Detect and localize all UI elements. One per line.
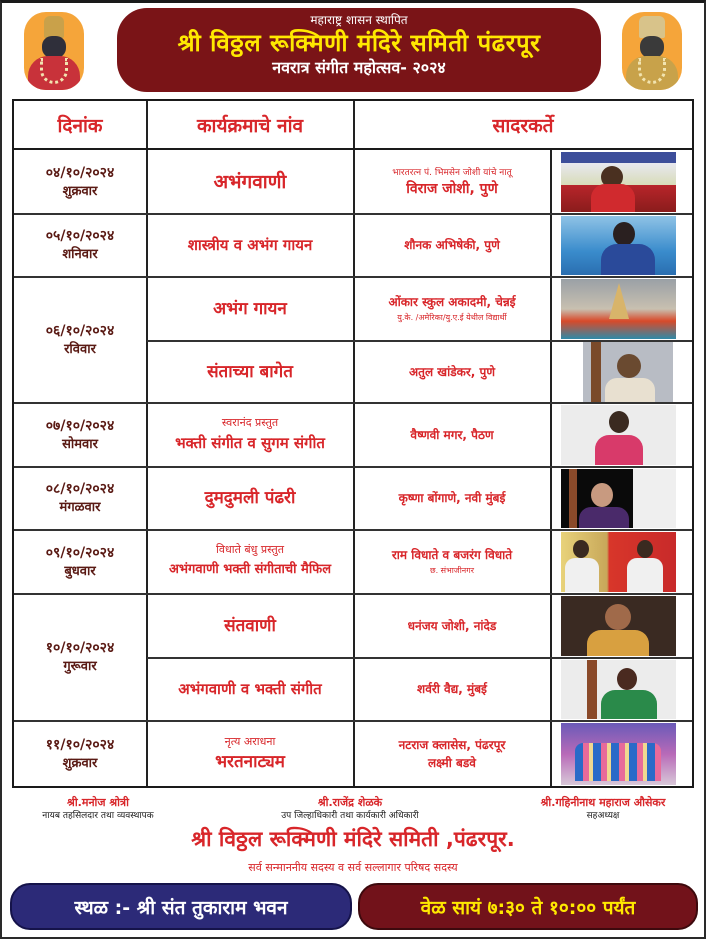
column-header-program: कार्यक्रमाचे नांव: [196, 114, 304, 137]
signatory-name: श्री.गहिनीनाथ महाराज औसेकर: [540, 796, 666, 809]
performer-note: भारतरत्न पं. भिमसेन जोशी यांचे नातू: [392, 167, 512, 178]
program-name: अभंगवाणी भक्ती संगीताची मैफिल: [168, 561, 332, 577]
signatory-name: श्री.मनोज श्रोत्री: [67, 796, 129, 809]
signatory-co-chairman: [506, 795, 700, 822]
performer-sub: लक्ष्मी बडवे: [428, 755, 476, 770]
program-cell: [147, 341, 353, 402]
program-name: शास्त्रीय व अभंग गायन: [187, 236, 313, 254]
page-title: श्री विठ्ठल रूक्मिणी मंदिरे समिती पंढरपूर: [177, 29, 541, 57]
venue-badge: स्थळ :- श्री संत तुकाराम भवन: [10, 883, 352, 930]
photo-background: [633, 469, 676, 528]
singer-blue-photo: [561, 216, 676, 275]
program-prefix: स्वरानंद प्रस्तुत: [221, 415, 279, 429]
table-row-date: [14, 594, 146, 720]
performer-cell: [354, 467, 550, 529]
performer-cell: [354, 150, 550, 213]
performer-cell: [354, 341, 550, 402]
performer-name: नटराज क्लासेस, पंढरपूर: [398, 737, 506, 752]
performer-name: शर्वरी वैद्य, मुंबई: [417, 682, 487, 696]
performer-cell: [354, 658, 550, 720]
table-row-date: [14, 277, 146, 402]
schedule-table: [12, 99, 694, 788]
day-text: मंगळवार: [59, 500, 101, 515]
performer-cell: [354, 594, 550, 657]
table-row-date: [14, 403, 146, 466]
program-name: दुमदुमली पंढरी: [204, 488, 296, 508]
date-text: ११/१०/२०२४: [45, 736, 115, 753]
brothers-duo-photo: [561, 532, 676, 592]
dance-group-photo: [561, 723, 676, 785]
column-header-date: दिनांक: [57, 114, 103, 137]
program-cell: [147, 214, 353, 276]
program-cell: [147, 721, 353, 786]
singer-stage-photo: [561, 152, 676, 212]
date-text: ०५/१०/२०२४: [45, 228, 115, 244]
performer-name: ओंकार स्कुल अकादमी, चेन्नई: [388, 294, 516, 309]
members-line: सर्व सन्माननीय सदस्य व सर्व सल्लागार परिषद सदस्य: [248, 861, 458, 874]
date-text: ०८/१०/२०२४: [45, 481, 115, 497]
table-row-date: [14, 721, 146, 786]
female-singer-photo: [561, 405, 676, 465]
temple-group-photo: [561, 279, 676, 339]
table-row-date: [14, 150, 146, 213]
day-text: शुक्रवार: [62, 183, 98, 199]
program-cell: [147, 403, 353, 466]
date-text: ०६/१०/२०२४: [45, 322, 115, 339]
table-row-date: [14, 214, 146, 276]
program-name: अभंग गायन: [213, 298, 287, 319]
program-cell: [147, 658, 353, 720]
day-text: गुरूवार: [63, 659, 97, 674]
rukmini-deity-icon: [622, 12, 682, 90]
time-badge: वेळ सायं ७:३० ते १०:०० पर्यंत: [358, 883, 698, 930]
singer-smiling-photo: [561, 596, 676, 656]
performer-cell: [354, 277, 550, 340]
performer-name: वैष्णवी मगर, पैठण: [410, 427, 494, 442]
performer-name: धनंजय जोशी, नांदेड: [407, 618, 497, 633]
title-banner: [117, 8, 601, 92]
table-row-date: [14, 530, 146, 593]
performer-cell: [354, 403, 550, 466]
performer-cell: [354, 214, 550, 276]
organization-name: श्री विठ्ठल रूक्मिणी मंदिरे समिती ,पंढरपूर.: [191, 827, 515, 851]
day-text: शनिवार: [62, 247, 98, 262]
performer-name: राम विधाते व बजरंग विधाते: [391, 547, 513, 562]
program-cell: [147, 530, 353, 593]
day-text: सोमवार: [62, 436, 98, 452]
vitthal-deity-icon: [24, 12, 84, 90]
program-cell: [147, 594, 353, 657]
program-cell: [147, 467, 353, 529]
signatory-manager: [8, 795, 188, 822]
program-name: भरतनाट्यम: [215, 751, 285, 772]
singer-tanpura-photo: [583, 342, 673, 402]
program-name: अभंगवाणी व भक्ती संगीत: [178, 680, 322, 698]
performer-cell: [354, 530, 550, 593]
program-prefix: नृत्य अराधना: [224, 734, 276, 748]
day-text: बुधवार: [64, 563, 96, 579]
program-name: संतवाणी: [224, 615, 276, 636]
performer-sub: छ. संभाजीनगर: [429, 565, 475, 575]
table-row-date: [14, 467, 146, 529]
authority-text: महाराष्ट्र शासन स्थापित: [310, 13, 408, 27]
date-text: ०७/१०/२०२४: [45, 417, 115, 434]
performer-name: विराज जोशी, पुणे: [406, 180, 498, 197]
program-name: भक्ती संगीत व सुगम संगीत: [175, 433, 325, 452]
signatory-role: उप जिल्हाधिकारी तथा कार्यकारी अधिकारी: [281, 811, 419, 821]
female-tanpura-photo: [561, 660, 676, 719]
signatory-name: श्री.राजेंद्र शेळके: [317, 796, 383, 809]
signatory-role: सहअध्यक्ष: [586, 811, 620, 821]
performer-cell: [354, 721, 550, 786]
date-text: ०९/१०/२०२४: [45, 544, 115, 561]
date-text: ०४/१०/२०२४: [45, 164, 115, 181]
program-prefix: विधाते बंधु प्रस्तुत: [216, 542, 284, 556]
signatory-role: नायब तहसिलदार तथा व्यवस्थापक: [42, 811, 154, 821]
performer-sub: यु.के. /अमेरिका/यु.ए.ई येथील विद्यार्थी: [397, 312, 507, 322]
program-cell: [147, 277, 353, 340]
program-name: संताच्या बागेत: [207, 361, 293, 382]
festival-subtitle: नवरात्र संगीत महोत्सव- २०२४: [272, 58, 446, 77]
program-cell: [147, 150, 353, 213]
singer-dark-photo: [561, 469, 633, 528]
performer-name: कृष्णा बोंगाणे, नवी मुंबई: [398, 491, 506, 505]
performer-name: अतुल खांडेकर, पुणे: [408, 364, 496, 379]
date-text: १०/१०/२०२४: [45, 640, 115, 656]
day-text: शुक्रवार: [62, 755, 98, 771]
column-header-performers: सादरकर्ते: [492, 114, 554, 137]
performer-name: शौनक अभिषेकी, पुणे: [404, 238, 500, 252]
day-text: रविवार: [64, 341, 96, 357]
signatory-executive-officer: [225, 795, 475, 822]
program-name: अभंगवाणी: [213, 170, 287, 193]
